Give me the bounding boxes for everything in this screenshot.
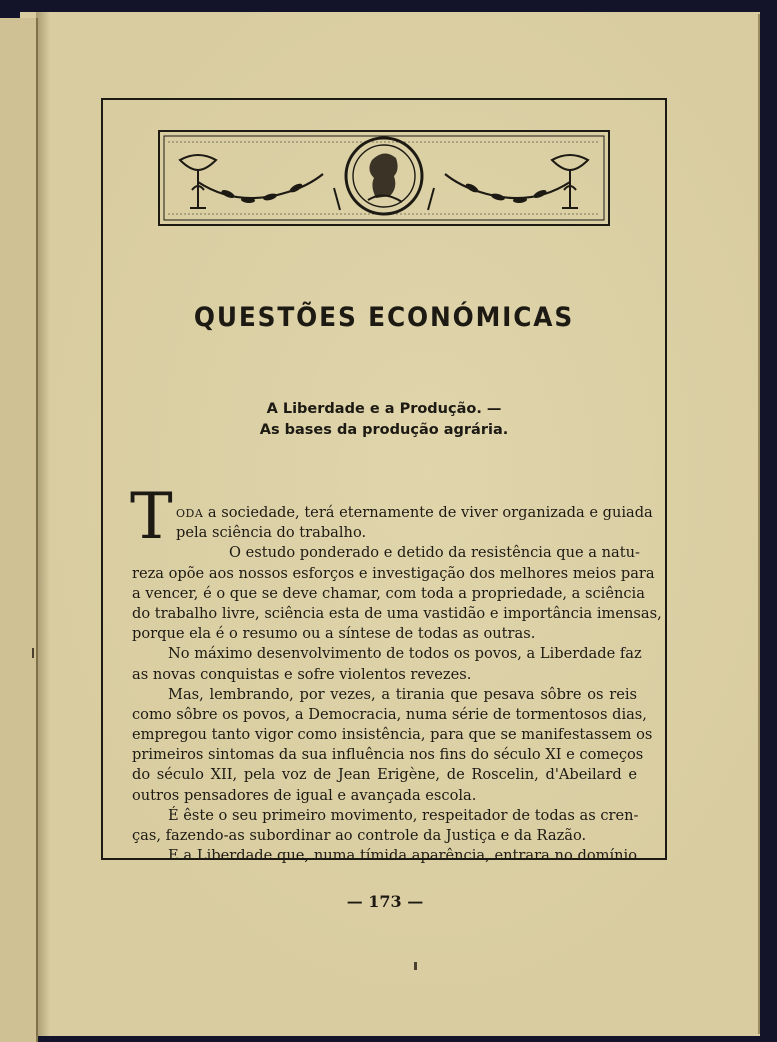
text-line: do século XII, pela voz de Jean Erigène, de Roscelin, d'Abeilard e [132, 766, 637, 784]
text-line: No máximo desenvolvimento de todos os povos, a Liberdade faz [168, 645, 642, 663]
text-line: as novas conquistas e sofre violentos revezes. [132, 665, 472, 683]
page-blemish [32, 648, 34, 658]
drop-cap: T [130, 480, 173, 554]
text-line: ças, fazendo-as subordinar ao controle da Justiça e da Razão. [132, 827, 587, 844]
text-line: empregou tanto vigor como insistência, para que se manifestassem os [132, 726, 653, 744]
text-line: pela sciência do trabalho. [176, 524, 367, 542]
page-right-edge [758, 14, 760, 1034]
text-line: do trabalho livre, sciência esta de uma vastidão e importância imensas, [132, 604, 662, 622]
facing-page-edge [0, 18, 38, 1042]
article-body [132, 503, 662, 866]
article-subtitle [104, 399, 664, 441]
text-line-content: a sociedade, terá eternamente de viver organizada e guiada [207, 504, 653, 521]
header-ornament-icon [158, 130, 610, 226]
subtitle-line: A Liberdade e a Produção. — [266, 401, 502, 417]
article-title: QUESTÕES ECONÓMICAS [193, 302, 575, 333]
text-line: reza opõe aos nossos esforços e investigação dos melhores meios para [132, 564, 655, 582]
text-line: como sôbre os povos, a Democracia, numa série de tormentosos dias, [132, 705, 647, 723]
first-word-rest: ODA [176, 507, 204, 520]
text-line: a vencer, é o que se deve chamar, com toda a propriedade, a sciência [132, 584, 645, 602]
text-line: primeiros sintomas da sua influência nos fins do século XI e começos [132, 746, 644, 764]
gutter-shadow [36, 12, 50, 1036]
text-line: porque ela é o resumo ou a síntese de todas as outras. [132, 625, 536, 643]
text-line: É êste o seu primeiro movimento, respeitador de todas as cren- [168, 806, 639, 824]
page-number: — 173 — [346, 892, 424, 911]
text-line: outros pensadores de igual e avançada escola. [132, 786, 477, 804]
text-line [132, 503, 653, 523]
subtitle-line: As bases da produção agrária. [259, 422, 509, 438]
text-line: O estudo ponderado e detido da resistência que a natu- [229, 544, 640, 562]
text-line: E a Liberdade que, numa tímida aparência, entrara no domínio [168, 847, 637, 865]
page-blemish [414, 962, 417, 970]
text-line: Mas, lembrando, por vezes, a tirania que pesava sôbre os reis [168, 685, 637, 703]
